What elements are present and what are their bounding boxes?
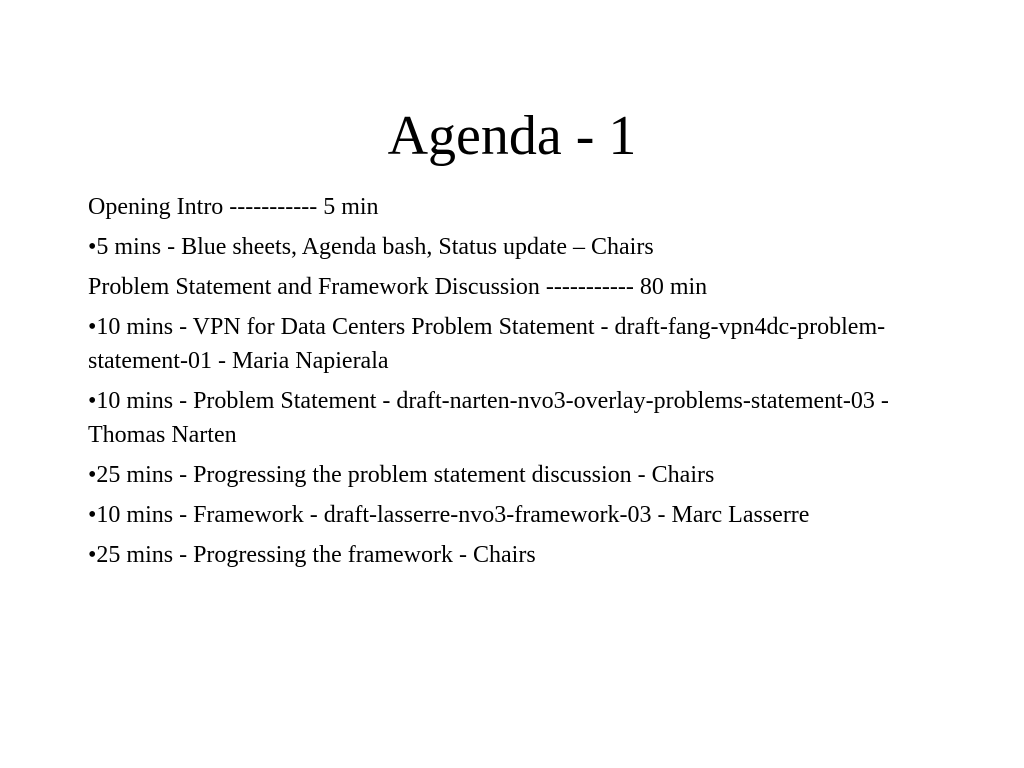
agenda-item-opening-intro: Opening Intro ----------- 5 min xyxy=(88,194,379,220)
agenda-item-framework-progress: •25 mins - Progressing the framework - Chairs xyxy=(88,542,536,568)
agenda-item-nvo3-overlay-problem-statement: •10 mins - Problem Statement - draft-narten-nvo3-overlay-problems-statement-03 - Thomas Narten xyxy=(88,388,889,448)
agenda-item-blue-sheets: •5 mins - Blue sheets, Agenda bash, Status update – Chairs xyxy=(88,234,654,260)
agenda-list xyxy=(88,190,948,578)
agenda-item-problem-statement-discussion: •25 mins - Progressing the problem statement discussion - Chairs xyxy=(88,462,715,488)
agenda-item-problem-framework-discussion: Problem Statement and Framework Discussion ----------- 80 min xyxy=(88,274,708,300)
slide-title: Agenda - 1 xyxy=(387,105,637,167)
agenda-item-vpn4dc-problem-statement: •10 mins - VPN for Data Centers Problem Statement - draft-fang-vpn4dc-problem-statement-01 - Maria Napierala xyxy=(88,314,886,374)
agenda-item-nvo3-framework: •10 mins - Framework - draft-lasserre-nvo3-framework-03 - Marc Lasserre xyxy=(88,502,810,528)
